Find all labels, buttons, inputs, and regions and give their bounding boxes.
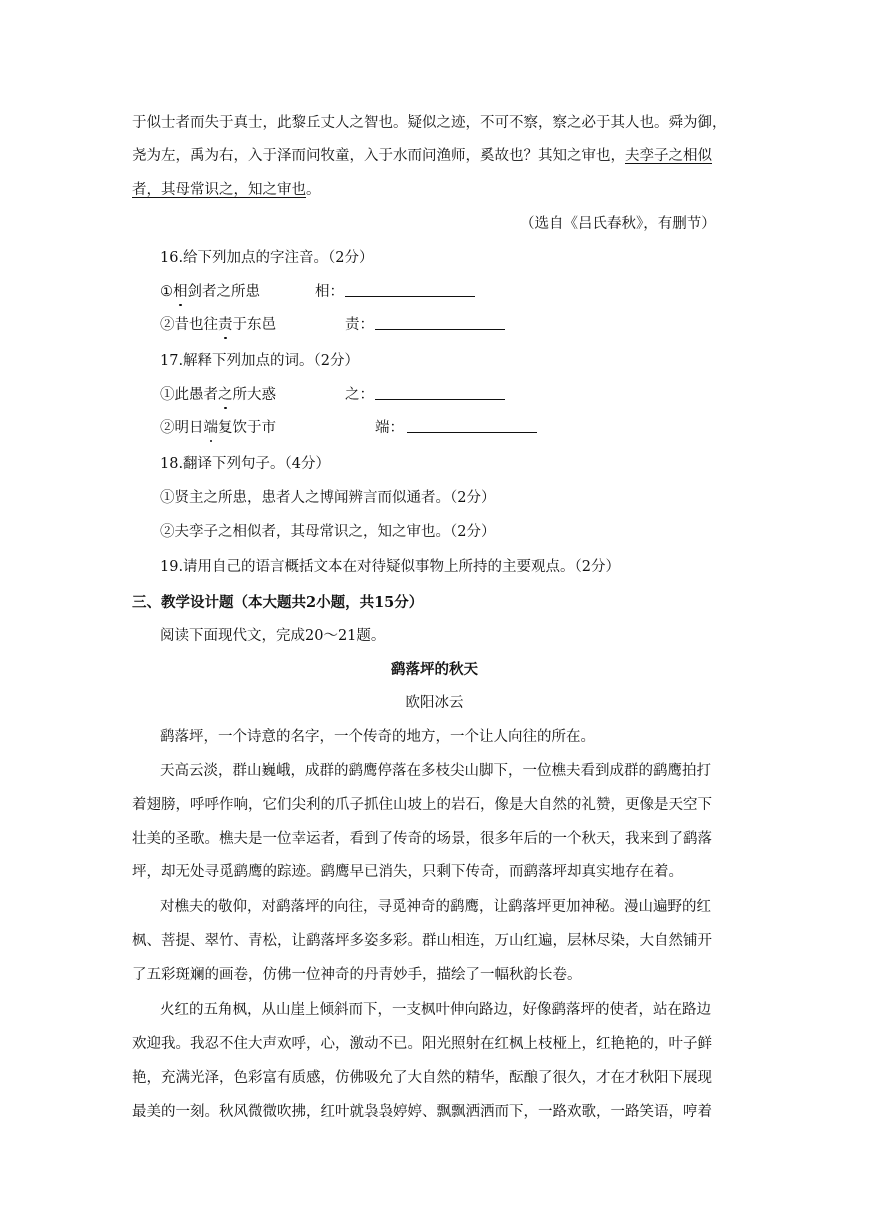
answer-blank[interactable] [375,385,505,400]
passage-line [132,146,712,166]
item-text: 剑者之所患 [187,284,260,300]
item-text: 于东邑 [232,317,276,333]
essay-line: 最美的一刻。秋风微微吹拂，红叶就袅袅婷婷、飘飘洒洒而下，一路欢歌，一路笑语，哼着 [132,1104,712,1120]
dotted-char: 端 [203,420,218,436]
underlined-sentence: 者，其母常识之，知之审也 [132,182,306,198]
item-text: ②明日 [160,420,204,436]
dotted-char: 之 [218,387,233,403]
essay-line: 坪，却无处寻觅鹞鹰的踪迹。鹞鹰早已消失，只剩下传奇，而鹞落坪却真实地存在着。 [132,864,683,880]
passage-text: 尧为左，禹为右，入于泽而问牧童，入于水而问渔师，奚故也？其知之审也， [132,148,625,164]
item-text: ②昔也往 [160,317,218,333]
answer-label: 责： [345,317,374,333]
essay-line: 天高云淡，群山巍峨，成群的鹞鹰停落在多枝尖山脚下，一位樵夫看到成群的鹞鹰拍打 [160,763,711,779]
answer-label: 端： [375,420,404,436]
dotted-char: 相 [173,284,188,300]
essay-line: 艳，充满光泽，色彩富有质感，仿佛吸允了大自然的精华，酝酿了很久，才在才秋阳下展现 [132,1070,712,1086]
item-text: ① [160,284,173,300]
essay-line: 枫、菩提、翠竹、青松，让鹞落坪多姿多彩。群山相连，万山红遍，层林尽染，大自然铺开 [132,933,712,949]
essay-title: 鹞落坪的秋天 [391,661,478,678]
source-note: （选自《吕氏春秋》，有删节） [520,216,716,232]
answer-blank[interactable] [345,282,475,297]
question-19-title: 19.请用自己的语言概括文本在对待疑似事物上所持的主要观点。（2分） [160,559,621,575]
question-16-item-1 [160,282,260,302]
essay-line: 壮美的圣歌。樵夫是一位幸运者，看到了传奇的场景，很多年后的一个秋天，我来到了鹞落 [132,831,712,847]
question-16-item-2 [160,315,276,335]
answer-label: 相： [315,284,344,300]
question-18-item-1: ①贤主之所患，患者人之博闻辨言而似通者。（2分） [160,490,496,506]
question-18-item-2: ②夫孪子之相似者，其母常识之，知之审也。（2分） [160,524,496,540]
question-16-title: 16.给下列加点的字注音。（2分） [160,250,374,266]
essay-line: 火红的五角枫，从山崖上倾斜而下，一支枫叶伸向路边，好像鹞落坪的使者，站在路边 [160,1002,711,1018]
answer-blank[interactable] [407,418,537,433]
dotted-char: 责 [218,317,233,333]
section-heading: 三、教学设计题（本大题共2小题，共15分） [132,594,424,611]
passage-line [132,180,321,200]
item-text: 所大惑 [232,387,276,403]
essay-line: 着翅膀，呼呼作响，它们尖利的爪子抓住山坡上的岩石，像是大自然的礼赞，更像是天空下 [132,797,712,813]
answer-blank[interactable] [375,315,505,330]
passage-text: 。 [306,182,321,198]
essay-line: 对樵夫的敬仰，对鹞落坪的向往，寻觅神奇的鹞鹰，让鹞落坪更加神秘。漫山遍野的红 [160,899,711,915]
answer-label: 之： [345,387,374,403]
question-17-title: 17.解释下列加点的词。（2分） [160,353,360,369]
section-instruction: 阅读下面现代文，完成20～21题。 [160,628,386,644]
underlined-sentence: 夫孪子之相似 [625,148,712,164]
passage-line: 于似士者而失于真士，此黎丘丈人之智也。疑似之迹，不可不察，察之必于其人也。舜为御， [132,115,727,131]
essay-author: 欧阳冰云 [405,695,464,711]
question-17-item-2 [160,418,276,438]
essay-line: 欢迎我。我忍不住大声欢呼，心，激动不已。阳光照射在红枫上枝桠上，红艳艳的，叶子鲜 [132,1036,712,1052]
item-text: ①此愚者 [160,387,218,403]
essay-line: 鹞落坪，一个诗意的名字，一个传奇的地方，一个让人向往的所在。 [160,729,595,745]
essay-line: 了五彩斑斓的画卷，仿佛一位神奇的丹青妙手，描绘了一幅秋韵长卷。 [132,967,582,983]
item-text: 复饮于市 [218,420,276,436]
question-18-title: 18.翻译下列句子。（4分） [160,456,331,472]
question-17-item-1 [160,385,276,405]
